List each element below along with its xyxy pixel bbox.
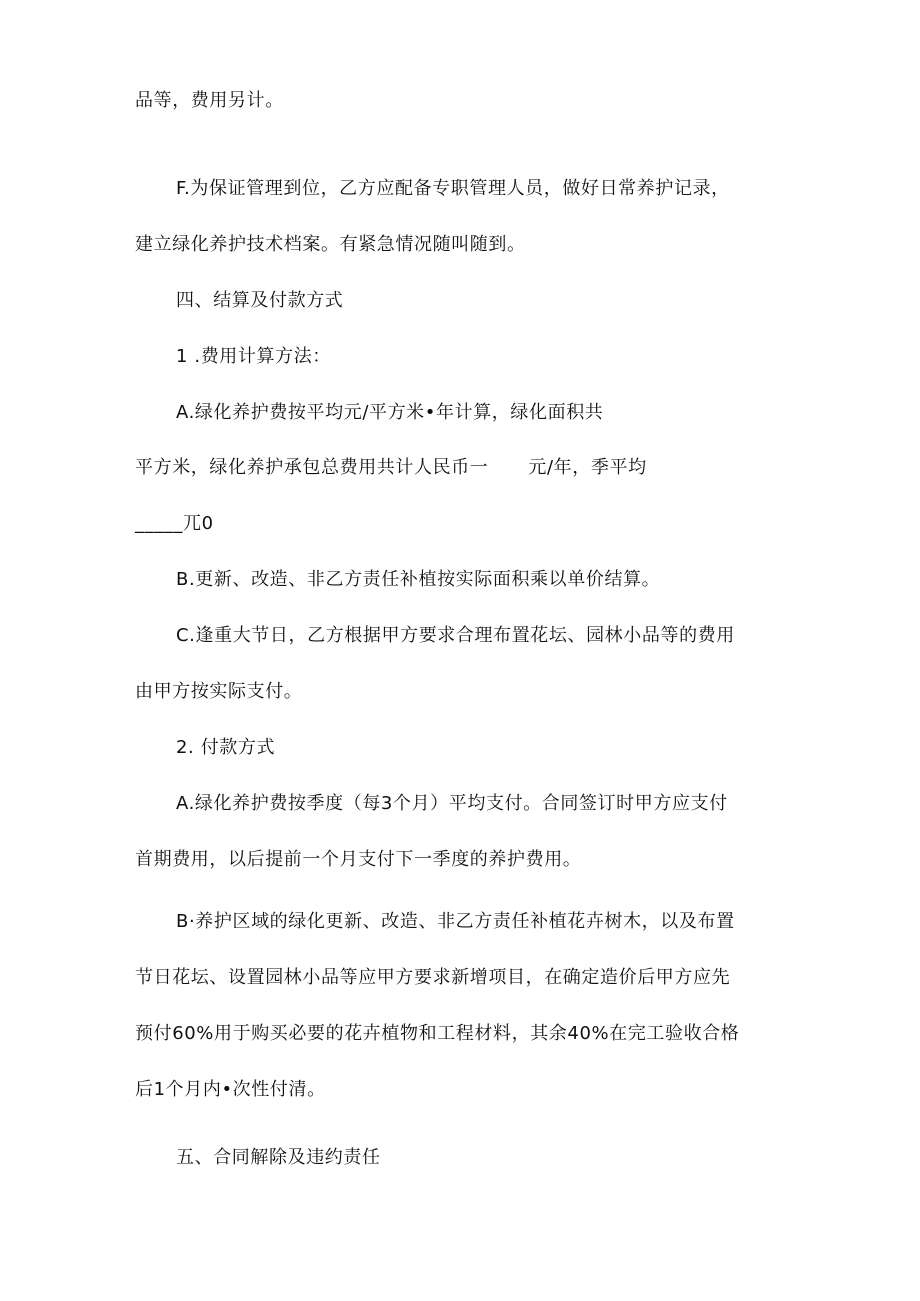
paragraph-line: B·养护区域的绿化更新、改造、非乙方责任补植花卉树木，以及布置 — [176, 911, 735, 932]
paragraph-line: B.更新、改造、非乙方责任补植按实际面积乘以单价结算。 — [176, 569, 661, 590]
paragraph-line: 建立绿化养护技术档案。有紧急情况随叫随到。 — [135, 234, 526, 255]
text-segment: 平方米，绿化养护承包总费用共计人民币一 — [135, 457, 489, 478]
paragraph-line: 首期费用，以后提前一个月支付下一季度的养护费用。 — [135, 849, 582, 870]
paragraph-line: 节日花坛、设置园林小品等应甲方要求新增项目，在确定造价后甲方应先 — [135, 967, 731, 988]
paragraph-line: F.为保证管理到位，乙方应配备专职管理人员，做好日常养护记录， — [176, 178, 730, 199]
text-segment: 元/年，季平均 — [528, 457, 647, 478]
paragraph-line: 品等，费用另计。 — [135, 90, 284, 111]
paragraph-line: _____兀0 — [135, 513, 214, 534]
section-heading: 五、合同解除及违约责任 — [176, 1147, 381, 1168]
subsection-heading: 2. 付款方式 — [176, 737, 276, 758]
paragraph-line — [135, 456, 647, 480]
subsection-heading: 1 .费用计算方法： — [176, 346, 331, 367]
section-heading: 四、结算及付款方式 — [176, 290, 344, 311]
paragraph-line: A.绿化养护费按平均元/平方米•年计算，绿化面积共 — [176, 402, 604, 423]
paragraph-line: C.逢重大节日，乙方根据甲方要求合理布置花坛、园林小品等的费用 — [176, 625, 735, 646]
paragraph-line: 由甲方按实际支付。 — [135, 681, 303, 702]
paragraph-line: 预付60%用于购买必要的花卉植物和工程材料，其余40%在完工验收合格 — [135, 1023, 740, 1044]
paragraph-line: A.绿化养护费按季度（每3个月）平均支付。合同签订时甲方应支付 — [176, 793, 728, 814]
paragraph-line: 后1个月内•次性付清。 — [135, 1079, 326, 1100]
